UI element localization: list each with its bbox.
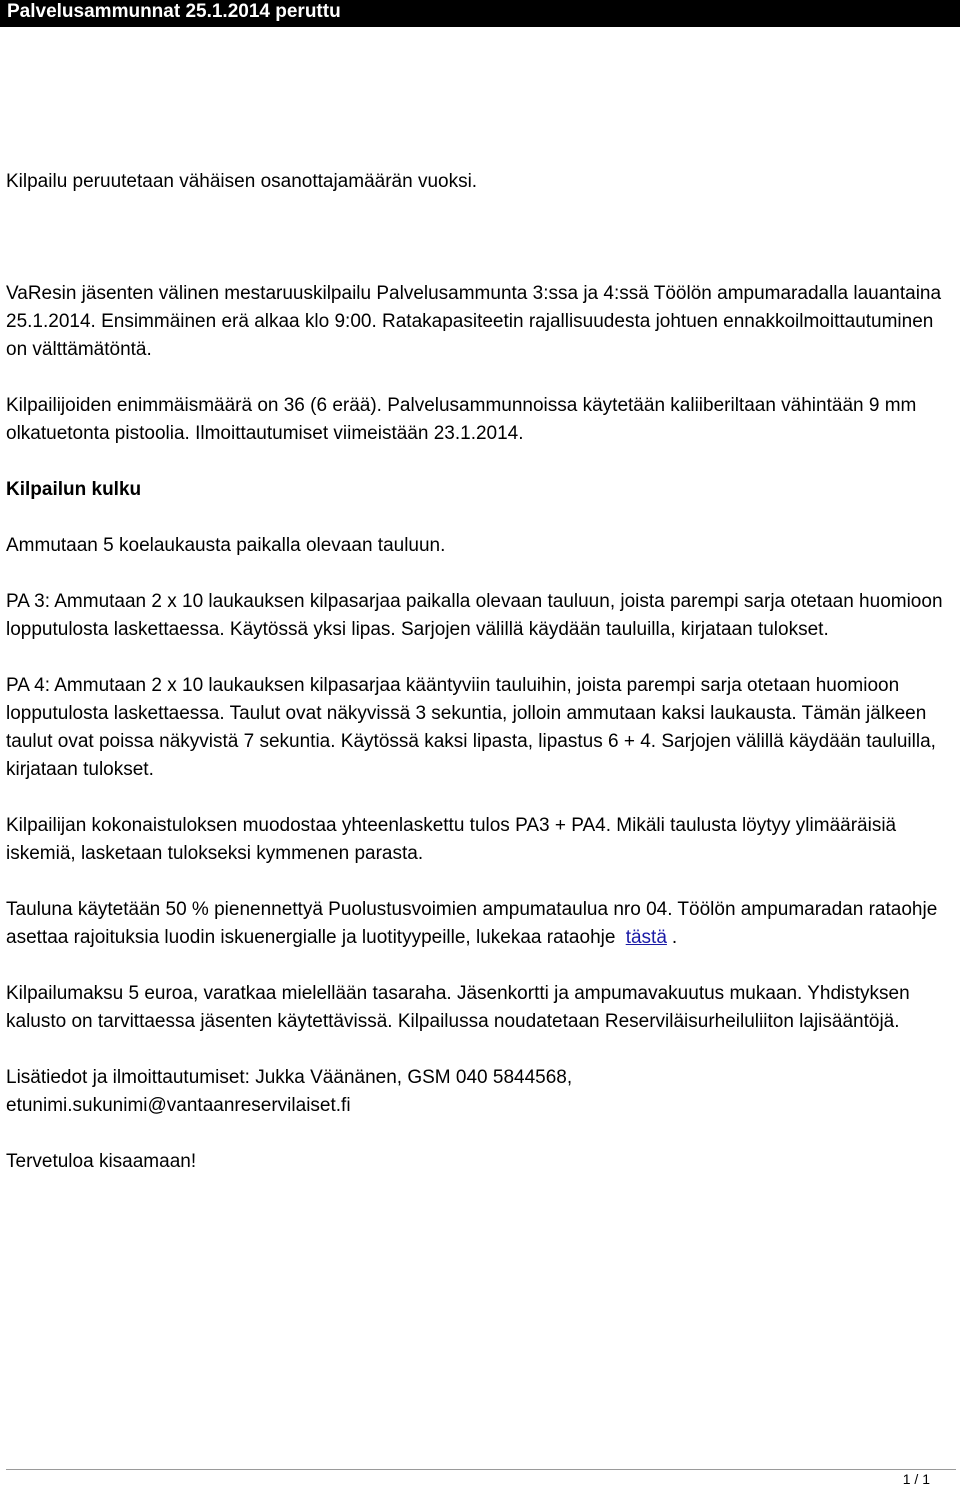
practice-shots-paragraph: Ammutaan 5 koelaukausta paikalla olevaan tauluun.	[6, 535, 446, 556]
page-title: Palvelusammunnat 25.1.2014 peruttu	[7, 1, 341, 22]
pa4-paragraph: PA 4: Ammutaan 2 x 10 laukauksen kilpasarjaa kääntyviin tauluihin, joista parempi sarja otetaan huomioon lopputulosta laskettaessa. Taulut ovat näkyvissä 3 sekuntia, jolloin ammutaan kaksi laukausta. Tämän jälkeen taulut ovat poissa näkyvistä 7 sekuntia. Käytössä kaksi lipasta, lipastus 6 + 4. Sarjojen välillä käydään tauluilla, kirjataan tulokset.	[6, 675, 936, 780]
contact-block	[6, 1064, 956, 1120]
contact-email: etunimi.sukunimi@vantaanreservilaiset.fi	[6, 1095, 351, 1116]
total-result-paragraph: Kilpailijan kokonaistuloksen muodostaa yhteenlaskettu tulos PA3 + PA4. Mikäli taulusta löytyy ylimääräisiä iskemiä, lasketaan tulokseksi kymmenen parasta.	[6, 815, 897, 864]
page-header	[0, 0, 960, 27]
target-text: Tauluna käytetään 50 % pienennettyä Puolustusvoimien ampumataulua nro 04. Töölön ampumaradan rataohje asettaa rajoituksia luodin iskuenergialle ja luotityypeille, lukekaa rataohje	[6, 899, 938, 948]
range-rules-link[interactable]: tästä	[625, 927, 667, 948]
article-body	[6, 168, 956, 1176]
welcome-text: Tervetuloa kisaamaan!	[6, 1151, 197, 1172]
intro-paragraph: VaResin jäsenten välinen mestaruuskilpailu Palvelusammunta 3:ssa ja 4:ssä Töölön ampumaradalla lauantaina 25.1.2014. Ensimmäinen erä alkaa klo 9:00. Ratakapasiteetin rajallisuudesta johtuen ennakkoilmoittautuminen on välttämätöntä.	[6, 283, 942, 360]
section-heading: Kilpailun kulku	[6, 479, 142, 500]
target-text-end: .	[671, 927, 678, 948]
footer-divider	[6, 1469, 956, 1470]
fee-paragraph: Kilpailumaksu 5 euroa, varatkaa mielellään tasaraha. Jäsenkortti ja ampumavakuutus mukaan. Yhdistyksen kalusto on tarvittaessa jäsenten käytettävissä. Kilpailussa noudatetaan Reserviläisurheiluliiton lajisääntöjä.	[6, 983, 910, 1032]
page-number: 1 / 1	[902, 1471, 930, 1487]
cancellation-notice: Kilpailu peruutetaan vähäisen osanottajamäärän vuoksi.	[6, 171, 478, 192]
pa3-paragraph: PA 3: Ammutaan 2 x 10 laukauksen kilpasarjaa paikalla olevaan tauluun, joista parempi sarja otetaan huomioon lopputulosta laskettaessa. Käytössä yksi lipas. Sarjojen välillä käydään tauluilla, kirjataan tulokset.	[6, 591, 943, 640]
max-participants-paragraph: Kilpailijoiden enimmäismäärä on 36 (6 erää). Palvelusammunnoissa käytetään kaliiberiltaan vähintään 9 mm olkatuetonta pistoolia. Ilmoittautumiset viimeistään 23.1.2014.	[6, 395, 917, 444]
unknown-glyph-icon	[6, 448, 956, 476]
contact-line: Lisätiedot ja ilmoittautumiset: Jukka Väänänen, GSM 040 5844568,	[6, 1067, 573, 1088]
target-paragraph	[6, 896, 956, 952]
